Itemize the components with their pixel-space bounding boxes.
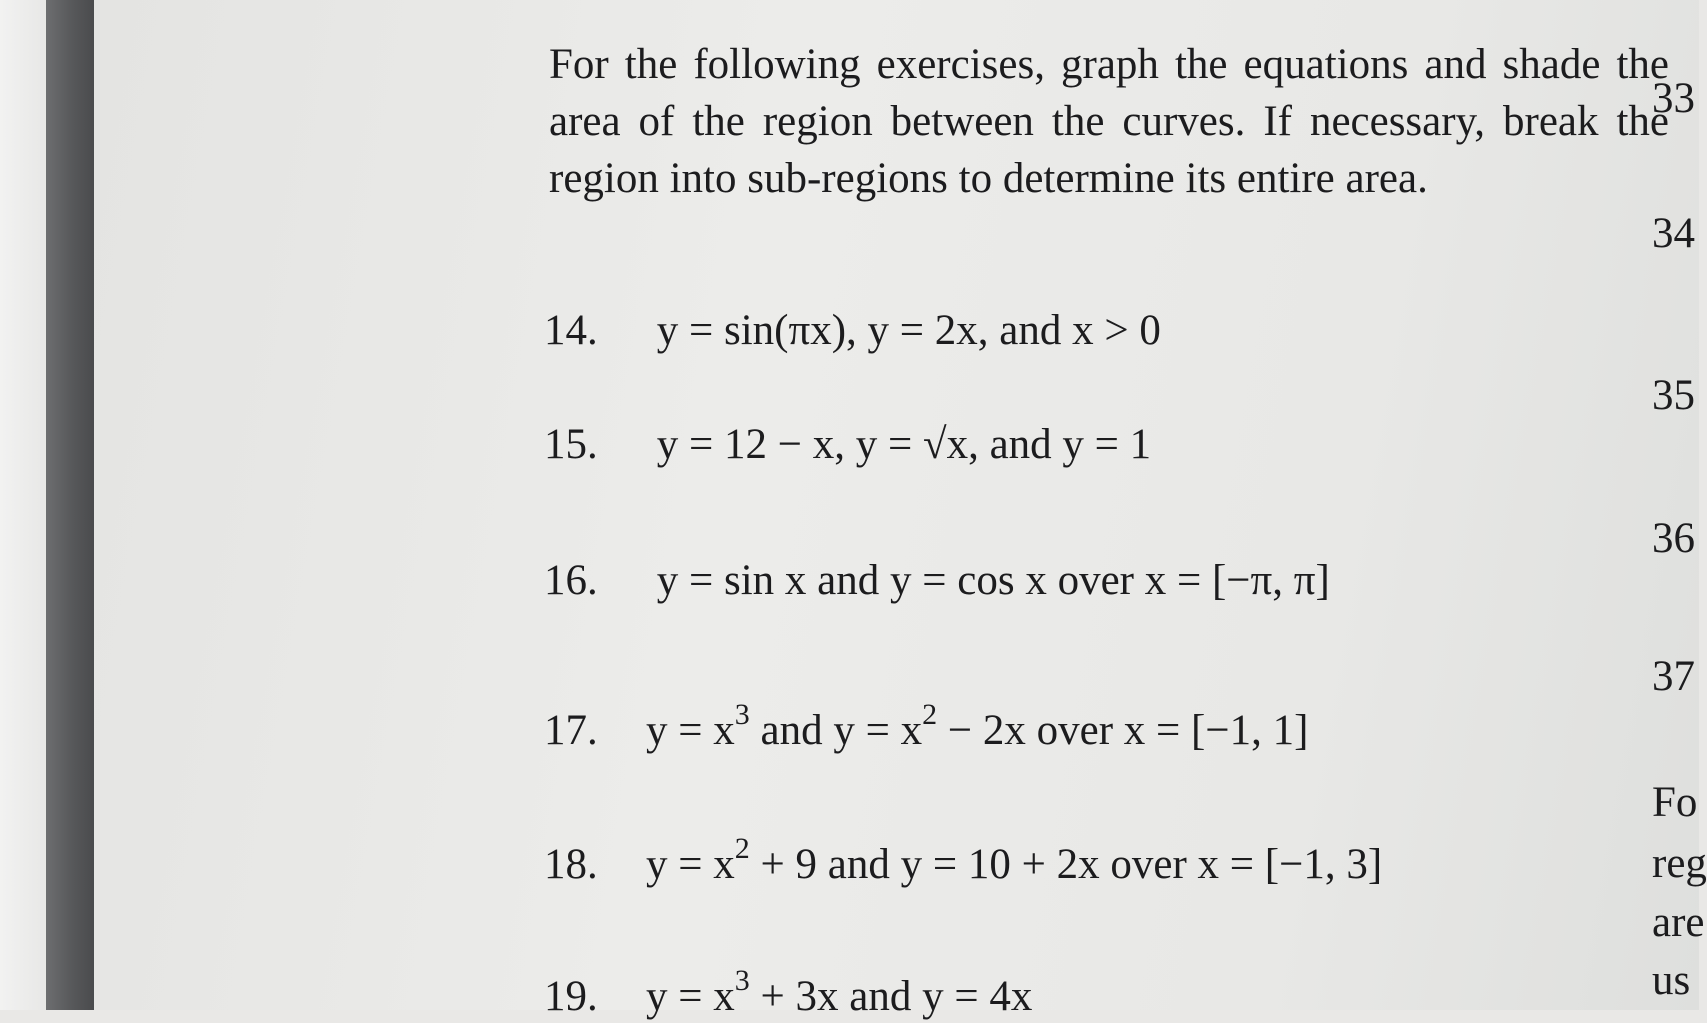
exercise-equation-part: y = x [646,973,735,1020]
right-column-number: 36 [1652,515,1695,562]
textbook-page [94,0,1699,1020]
exponent: 2 [734,832,750,865]
exercise-17 [544,689,1308,757]
exercise-equation: y = sin x and y = cos x over x = [−π, π] [656,557,1330,604]
right-column-number: 35 [1652,372,1695,419]
exponent: 3 [734,698,750,731]
right-column-text: are [1652,899,1705,946]
right-column-number: 34 [1652,210,1695,257]
exercise-equation: y = 12 − x, y = √x, and y = 1 [656,421,1152,468]
exercise-16 [544,555,1330,607]
exercise-number: 14. [544,307,598,354]
right-column-number: 33 [1652,75,1695,122]
exercise-equation-part: − 2x over x = [−1, 1] [937,707,1309,754]
exercise-equation: y = sin(πx), y = 2x, and x > 0 [656,307,1161,354]
exercise-equation-part: y = x [646,841,735,888]
instructions-paragraph: For the following exercises, graph the equations and shade the area of the region between the curves. If necessary, break the region into sub-regions to determine its entire area. [549,41,1669,202]
exercise-equation-part: + 9 and y = 10 + 2x over x = [−1, 3] [749,841,1383,888]
exercise-number: 15. [544,421,598,468]
exercise-15 [544,419,1151,471]
exercise-number: 16. [544,557,598,604]
exercise-19 [544,955,1032,1023]
right-column-number: 37 [1652,653,1695,700]
exercise-number: 18. [544,841,598,888]
right-column-text: Fo [1652,779,1698,826]
exponent: 3 [734,964,750,997]
right-column-text: reg [1652,840,1707,887]
adjacent-page-edge [0,0,52,1010]
exercise-18 [544,823,1382,891]
exercise-equation-part: y = x [646,707,735,754]
exponent: 2 [922,698,938,731]
book-spine [46,0,94,1010]
exercise-equation-part: and y = x [749,707,923,754]
exercise-equation-part: + 3x and y = 4x [749,973,1033,1020]
exercise-number: 19. [544,973,598,1020]
right-column-text: us [1652,957,1691,1004]
exercise-14 [544,305,1161,357]
exercise-number: 17. [544,707,598,754]
